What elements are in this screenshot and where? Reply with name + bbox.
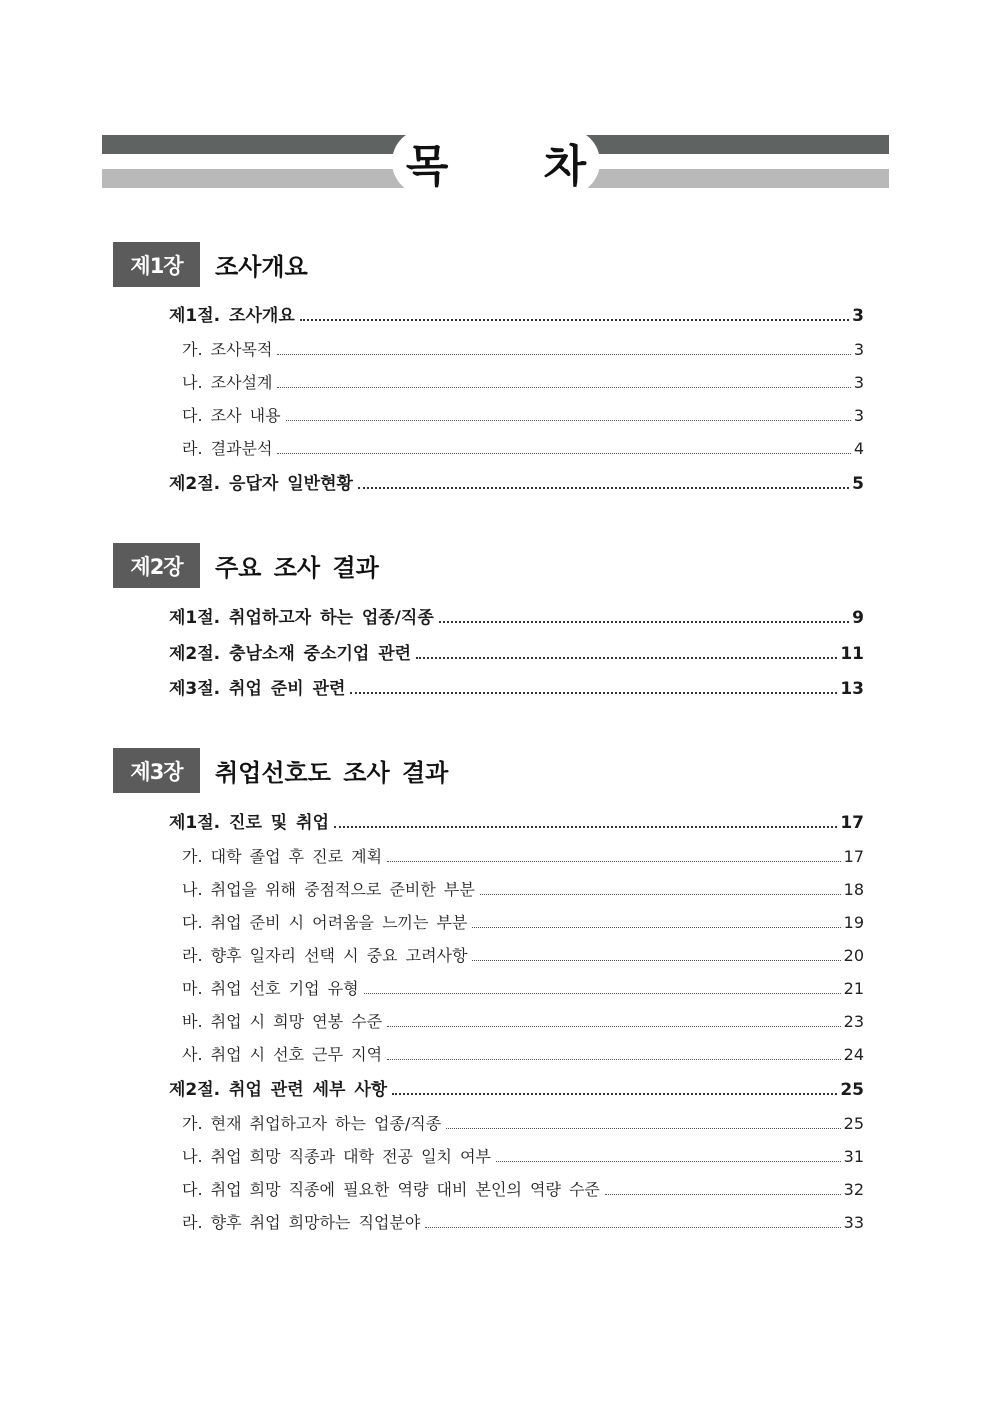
entry-page: 20 <box>843 946 864 965</box>
toc-entry-subsection[interactable] <box>182 337 864 360</box>
entry-label: 나. 취업 희망 직종과 대학 전공 일치 여부 <box>182 1147 491 1166</box>
entry-label: 사. 취업 시 선호 근무 지역 <box>182 1045 383 1064</box>
dot-leader <box>439 621 849 623</box>
dot-leader <box>350 692 837 694</box>
entry-page: 3 <box>852 306 864 326</box>
dot-leader <box>277 387 850 388</box>
toc-entry-section[interactable] <box>169 639 864 664</box>
entry-page: 23 <box>843 1012 864 1031</box>
dot-leader <box>425 1227 840 1228</box>
toc-entry-section[interactable] <box>169 469 864 494</box>
dot-leader <box>334 826 837 828</box>
toc-entry-subsection[interactable] <box>182 943 864 966</box>
entry-page: 18 <box>843 880 864 899</box>
entry-label: 가. 대학 졸업 후 진로 계획 <box>182 847 383 866</box>
chapter-3-heading <box>113 748 448 793</box>
entry-label: 제2절. 충남소재 중소기업 관련 <box>169 644 412 664</box>
dot-leader <box>277 453 850 454</box>
entry-label: 제3절. 취업 준비 관련 <box>169 679 346 699</box>
dot-leader <box>480 894 841 895</box>
entry-page: 32 <box>843 1180 864 1199</box>
entry-page: 9 <box>852 608 864 628</box>
entry-label: 나. 조사설계 <box>182 373 273 392</box>
chapter-badge: 제1장 <box>113 242 200 287</box>
entry-label: 가. 조사목적 <box>182 340 273 359</box>
entry-page: 3 <box>853 340 864 359</box>
dot-leader <box>496 1161 841 1162</box>
chapter-title: 주요 조사 결과 <box>215 554 379 582</box>
toc-entry-subsection[interactable] <box>182 976 864 999</box>
entry-page: 17 <box>840 813 864 833</box>
chapter-badge: 제2장 <box>113 543 200 588</box>
dot-leader <box>387 1059 841 1060</box>
toc-entry-subsection[interactable] <box>182 1042 864 1065</box>
entry-label: 라. 결과분석 <box>182 439 273 458</box>
page-title: 목 차 <box>405 141 627 192</box>
entry-label: 제1절. 조사개요 <box>169 306 295 326</box>
entry-label: 라. 향후 일자리 선택 시 중요 고려사항 <box>182 946 468 965</box>
entry-label: 바. 취업 시 희망 연봉 수준 <box>182 1012 383 1031</box>
chapter-title: 조사개요 <box>215 253 308 281</box>
entry-page: 31 <box>843 1147 864 1166</box>
entry-page: 25 <box>843 1114 864 1133</box>
toc-entry-subsection[interactable] <box>182 1111 864 1134</box>
dot-leader <box>358 487 849 489</box>
entry-page: 4 <box>853 439 864 458</box>
title-pill <box>392 129 627 195</box>
toc-entry-subsection[interactable] <box>182 436 864 459</box>
entry-page: 17 <box>843 847 864 866</box>
entry-page: 13 <box>840 679 864 699</box>
entry-label: 가. 현재 취업하고자 하는 업종/직종 <box>182 1114 442 1133</box>
dot-leader <box>300 319 849 321</box>
chapter-title: 취업선호도 조사 결과 <box>215 759 449 787</box>
chapter-badge: 제3장 <box>113 748 200 793</box>
toc-entry-subsection[interactable] <box>182 1144 864 1167</box>
entry-label: 나. 취업을 위해 중점적으로 준비한 부분 <box>182 880 475 899</box>
dot-leader <box>605 1194 841 1195</box>
entry-label: 제2절. 취업 관련 세부 사항 <box>169 1080 388 1100</box>
dot-leader <box>472 960 840 961</box>
toc-entry-subsection[interactable] <box>182 1210 864 1233</box>
toc-entry-subsection[interactable] <box>182 370 864 393</box>
entry-page: 19 <box>843 913 864 932</box>
entry-page: 25 <box>840 1080 864 1100</box>
toc-entry-subsection[interactable] <box>182 1009 864 1032</box>
entry-label: 다. 취업 희망 직종에 필요한 역량 대비 본인의 역량 수준 <box>182 1180 600 1199</box>
toc-entry-subsection[interactable] <box>182 877 864 900</box>
toc-entry-subsection[interactable] <box>182 403 864 426</box>
entry-page: 11 <box>840 644 864 664</box>
dot-leader <box>387 861 841 862</box>
dot-leader <box>472 927 840 928</box>
entry-label: 마. 취업 선호 기업 유형 <box>182 979 359 998</box>
entry-page: 3 <box>853 406 864 425</box>
toc-entry-section[interactable] <box>169 674 864 699</box>
entry-label: 다. 취업 준비 시 어려움을 느끼는 부분 <box>182 913 468 932</box>
dot-leader <box>364 993 841 994</box>
dot-leader <box>392 1093 837 1095</box>
entry-page: 24 <box>843 1045 864 1064</box>
toc-entry-subsection[interactable] <box>182 844 864 867</box>
entry-label: 제1절. 취업하고자 하는 업종/직종 <box>169 608 434 628</box>
toc-entry-section[interactable] <box>169 603 864 628</box>
dot-leader <box>286 420 851 421</box>
dot-leader <box>387 1026 841 1027</box>
toc-title-banner <box>102 135 889 191</box>
entry-label: 제2절. 응답자 일반현황 <box>169 474 353 494</box>
entry-label: 라. 향후 취업 희망하는 직업분야 <box>182 1213 421 1232</box>
entry-page: 21 <box>843 979 864 998</box>
dot-leader <box>416 657 837 659</box>
entry-page: 33 <box>843 1213 864 1232</box>
toc-entry-section[interactable] <box>169 301 864 326</box>
chapter-2-heading <box>113 543 379 588</box>
toc-entry-section[interactable] <box>169 808 864 833</box>
toc-entry-subsection[interactable] <box>182 910 864 933</box>
entry-label: 다. 조사 내용 <box>182 406 281 425</box>
toc-entry-section[interactable] <box>169 1075 864 1100</box>
chapter-1-heading <box>113 242 308 287</box>
entry-page: 5 <box>852 474 864 494</box>
toc-entry-subsection[interactable] <box>182 1177 864 1200</box>
dot-leader <box>277 354 850 355</box>
entry-label: 제1절. 진로 및 취업 <box>169 813 329 833</box>
entry-page: 3 <box>853 373 864 392</box>
dot-leader <box>446 1128 840 1129</box>
